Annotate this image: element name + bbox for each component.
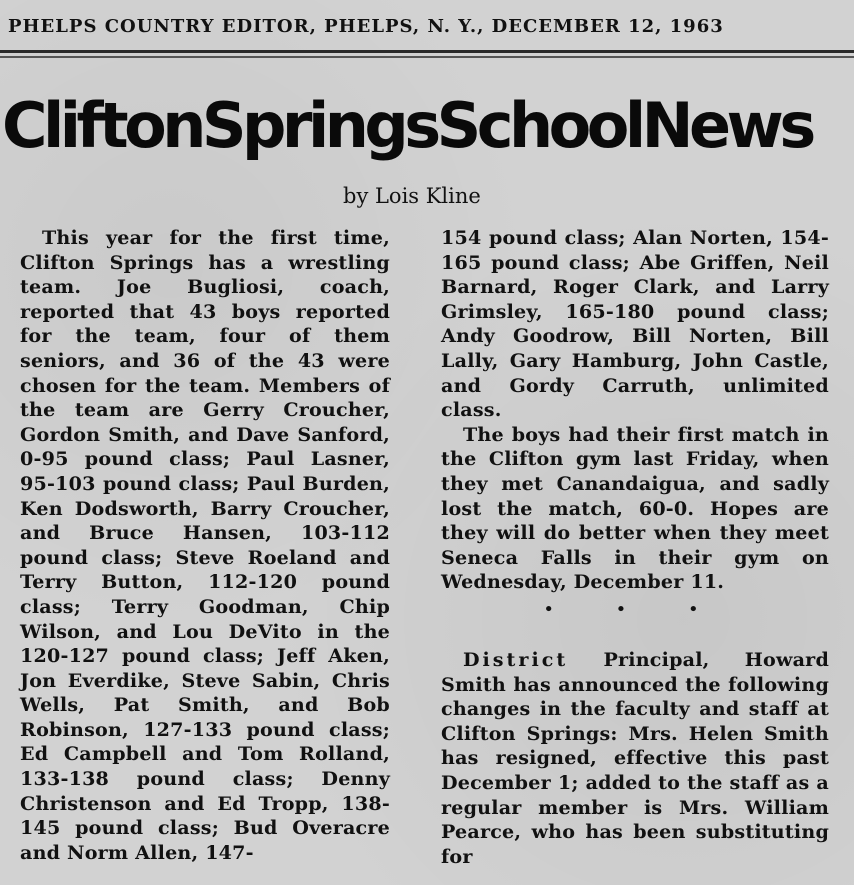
article2-column: [441, 648, 829, 869]
section-separator: • • •: [543, 599, 727, 620]
article-right-column: [441, 226, 829, 595]
article2-lead-word: District: [463, 648, 569, 671]
article2-paragraph: [441, 648, 829, 869]
byline: by Lois Kline: [343, 184, 481, 208]
article-continuation: 154 pound class; Alan Norten, 154-165 pound class; Abe Griffen, Neil Barnard, Roger Clark, and Larry Grimsley, 165-180 pound class; Andy Goodrow, Bill Norten, Bill Lally, Gary Hamburg, John Castle, and Gordy Carruth, unlimited class.: [441, 226, 829, 422]
section-title: CliftonSpringsSchoolNews: [2, 89, 812, 162]
article-paragraph: This year for the first time, Clifton Springs has a wrestling team. Joe Bugliosi, coach, reported that 43 boys reported for the team, four of them seniors, and 36 of the 43 were chosen for the team. Members of the team are Gerry Croucher, Gordon Smith, and Dave Sanford, 0-95 pound class; Paul Lasner, 95-103 pound class; Paul Burden, Ken Dodsworth, Barry Croucher, and Bruce Hansen, 103-112 pound class; Steve Roeland and Terry Button, 112-120 pound class; Terry Goodman, Chip Wilson, and Lou DeVito in the 120-127 pound class; Jeff Aken, Jon Everdike, Steve Sabin, Chris Wells, Pat Smith, and Bob Robinson, 127-133 pound class; Ed Campbell and Tom Rolland, 133-138 pound class; Denny Christenson and Ed Tropp, 138-145 pound class; Bud Overacre and Norm Allen, 147-: [20, 226, 390, 864]
article-left-column: [20, 226, 390, 865]
page-header: PHELPS COUNTRY EDITOR, PHELPS, N. Y., DECEMBER 12, 1963: [8, 16, 724, 37]
header-rule: [0, 50, 854, 53]
article2-text: Principal, Howard Smith has announced the following changes in the faculty and staff at Clifton Springs: Mrs. Helen Smith has resigned, effective this past December 1; added to the staff as a regular member is Mrs. William Pearce, who has been substituting for: [441, 648, 829, 868]
article-paragraph: The boys had their first match in the Clifton gym last Friday, when they met Canandaigua, and sadly lost the match, 60-0. Hopes are they will do better when they meet Seneca Falls in their gym on Wednesday, December 11.: [441, 422, 829, 594]
header-rule-thin: [0, 56, 854, 58]
